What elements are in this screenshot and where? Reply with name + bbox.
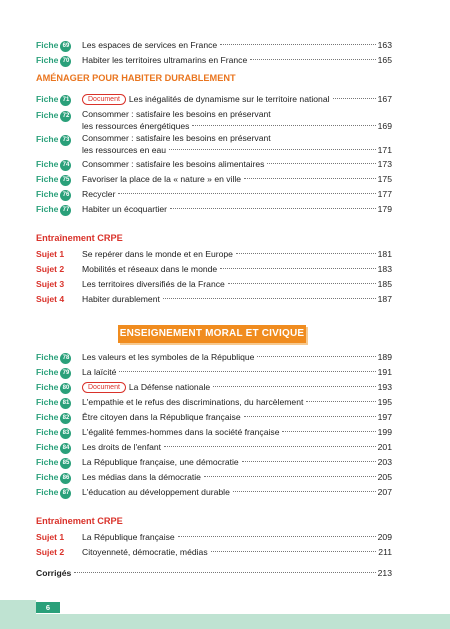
entry-title: Mobilités et réseaux dans le monde	[82, 264, 218, 274]
dot-leader	[211, 551, 377, 552]
entry-title: Consommer : satisfaire les besoins alimentaires	[82, 159, 265, 169]
toc-entry-fiche-73[interactable]	[36, 132, 392, 159]
entry-page: 171	[377, 145, 392, 155]
fiche-number-badge: 85	[60, 458, 71, 469]
entry-code: Fiche 71	[36, 92, 71, 107]
entry-page: 167	[377, 94, 392, 104]
fiche-number-badge: 71	[60, 95, 71, 106]
entry-page: 177	[377, 189, 392, 199]
entry-code: Sujet 1	[36, 532, 65, 542]
page-number: 6	[36, 602, 60, 613]
entry-page: 191	[377, 367, 392, 377]
toc-entry-sujet-1[interactable]	[36, 247, 392, 262]
toc-entry-fiche-84[interactable]	[36, 440, 392, 455]
entry-code: Fiche 78	[36, 350, 71, 365]
entry-code: Fiche 72	[36, 108, 71, 123]
section-heading-amenager: AMÉNAGER POUR HABITER DURABLEMENT	[36, 73, 236, 83]
entry-title: Habiter durablement	[82, 294, 160, 304]
dot-leader	[306, 401, 375, 402]
dot-leader	[220, 268, 375, 269]
toc-entry-fiche-87[interactable]	[36, 485, 392, 500]
fiche-number-badge: 73	[60, 135, 71, 146]
toc-entry-fiche-69[interactable]	[36, 38, 392, 53]
entry-page: 187	[377, 294, 392, 304]
entry-code: Fiche 84	[36, 440, 71, 455]
entry-title: Les médias dans la démocratie	[82, 472, 201, 482]
entry-page: 183	[377, 264, 392, 274]
fiche-number-badge: 80	[60, 383, 71, 394]
toc-entry-fiche-74[interactable]	[36, 157, 392, 172]
dot-leader	[74, 572, 375, 573]
toc-entry-fiche-78[interactable]	[36, 350, 392, 365]
entry-title: Habiter les territoires ultramarins en France	[82, 55, 248, 65]
entry-title: La laïcité	[82, 367, 117, 377]
entry-title: La République française, une démocratie	[82, 457, 239, 467]
entry-title: L'empathie et le refus des discriminations, du harcèlement	[82, 397, 304, 407]
section-banner-emc: ENSEIGNEMENT MORAL ET CIVIQUE	[118, 325, 306, 343]
dot-leader	[169, 149, 376, 150]
toc-entry-fiche-76[interactable]	[36, 187, 392, 202]
dot-leader	[250, 59, 375, 60]
entry-title: Les valeurs et les symboles de la République	[82, 352, 255, 362]
entry-title: Habiter un écoquartier	[82, 204, 168, 214]
entry-page: 201	[377, 442, 392, 452]
dot-leader	[233, 491, 376, 492]
dot-leader	[333, 98, 376, 99]
footer-bar	[0, 614, 450, 629]
entry-code: Fiche 79	[36, 365, 71, 380]
toc-entry-fiche-82[interactable]	[36, 410, 392, 425]
fiche-number-badge: 77	[60, 205, 71, 216]
fiche-number-badge: 86	[60, 473, 71, 484]
fiche-number-badge: 83	[60, 428, 71, 439]
fiche-number-badge: 78	[60, 353, 71, 364]
entry-code: Fiche 87	[36, 485, 71, 500]
entry-code: Fiche 76	[36, 187, 71, 202]
footer-decoration	[0, 600, 36, 614]
dot-leader	[236, 253, 376, 254]
entry-page: 207	[377, 487, 392, 497]
entry-title: Consommer : satisfaire les besoins en préservant	[82, 133, 271, 143]
entry-code: Fiche 75	[36, 172, 71, 187]
toc-entry-fiche-85[interactable]	[36, 455, 392, 470]
entry-title: Corrigés	[36, 568, 72, 578]
entry-page: 199	[377, 427, 392, 437]
toc-entry-corriges[interactable]	[36, 566, 392, 581]
crpe-heading: Entraînement CRPE	[36, 233, 123, 243]
entry-page: 163	[377, 40, 392, 50]
entry-title: Document La Défense nationale	[82, 380, 210, 395]
dot-leader	[163, 298, 376, 299]
toc-entry-fiche-80[interactable]	[36, 380, 392, 395]
entry-code: Sujet 4	[36, 294, 65, 304]
toc-entry-sujet-3[interactable]	[36, 277, 392, 292]
entry-code: Sujet 2	[36, 547, 65, 557]
entry-code: Fiche 83	[36, 425, 71, 440]
entry-page: 173	[377, 159, 392, 169]
entry-title: Favoriser la place de la « nature » en ville	[82, 174, 242, 184]
entry-code: Fiche 85	[36, 455, 71, 470]
fiche-number-badge: 69	[60, 41, 71, 52]
entry-title: Les territoires diversifiés de la France	[82, 279, 225, 289]
entry-page: 203	[377, 457, 392, 467]
toc-entry-fiche-79[interactable]	[36, 365, 392, 380]
toc-entry-fiche-86[interactable]	[36, 470, 392, 485]
dot-leader	[164, 446, 376, 447]
entry-page: 169	[377, 121, 392, 131]
dot-leader	[282, 431, 375, 432]
dot-leader	[220, 44, 375, 45]
document-badge: Document	[82, 94, 126, 105]
entry-code: Fiche 73	[36, 132, 71, 147]
dot-leader	[267, 163, 375, 164]
toc-entry-sujet-2[interactable]	[36, 545, 392, 560]
fiche-number-badge: 76	[60, 190, 71, 201]
entry-code: Fiche 80	[36, 380, 71, 395]
toc-entry-fiche-72[interactable]	[36, 108, 392, 135]
fiche-number-badge: 84	[60, 443, 71, 454]
entry-title: Les droits de l'enfant	[82, 442, 162, 452]
entry-code: Sujet 1	[36, 249, 65, 259]
entry-page: 211	[378, 547, 392, 557]
dot-leader	[213, 386, 376, 387]
fiche-number-badge: 79	[60, 368, 71, 379]
dot-leader	[204, 476, 376, 477]
dot-leader	[244, 178, 376, 179]
entry-page: 197	[377, 412, 392, 422]
dot-leader	[244, 416, 376, 417]
entry-code: Fiche 81	[36, 395, 71, 410]
dot-leader	[257, 356, 375, 357]
entry-code: Sujet 3	[36, 279, 65, 289]
dot-leader	[242, 461, 376, 462]
entry-title: La République française	[82, 532, 175, 542]
entry-title-continued: les ressources en eau	[82, 145, 167, 155]
entry-title: Se repérer dans le monde et en Europe	[82, 249, 233, 259]
entry-title: Recycler	[82, 189, 116, 199]
toc-entry-sujet-1[interactable]	[36, 530, 392, 545]
entry-page: 185	[377, 279, 392, 289]
entry-page: 195	[377, 397, 392, 407]
entry-title: L'égalité femmes-hommes dans la société française	[82, 427, 280, 437]
entry-page: 179	[377, 204, 392, 214]
fiche-number-badge: 81	[60, 398, 71, 409]
entry-page: 165	[377, 55, 392, 65]
dot-leader	[118, 193, 375, 194]
dot-leader	[178, 536, 376, 537]
toc-entry-sujet-2[interactable]	[36, 262, 392, 277]
dot-leader	[228, 283, 376, 284]
entry-title: Document Les inégalités de dynamisme sur le territoire national	[82, 92, 330, 107]
entry-page: 213	[377, 568, 392, 578]
entry-page: 193	[377, 382, 392, 392]
entry-code: Fiche 86	[36, 470, 71, 485]
entry-code: Fiche 74	[36, 157, 71, 172]
dot-leader	[192, 125, 375, 126]
entry-code: Fiche 82	[36, 410, 71, 425]
entry-title: Consommer : satisfaire les besoins en préservant	[82, 109, 271, 119]
toc-entry-fiche-83[interactable]	[36, 425, 392, 440]
entry-title: Les espaces de services en France	[82, 40, 218, 50]
fiche-number-badge: 87	[60, 488, 71, 499]
entry-page: 175	[377, 174, 392, 184]
fiche-number-badge: 70	[60, 56, 71, 67]
toc-entry-sujet-4[interactable]	[36, 292, 392, 307]
toc-entry-fiche-77[interactable]	[36, 202, 392, 217]
entry-page: 181	[377, 249, 392, 259]
crpe-heading: Entraînement CRPE	[36, 516, 123, 526]
entry-title: Citoyenneté, démocratie, médias	[82, 547, 208, 557]
fiche-number-badge: 75	[60, 175, 71, 186]
document-badge: Document	[82, 382, 126, 393]
fiche-number-badge: 72	[60, 111, 71, 122]
toc-entry-fiche-81[interactable]	[36, 395, 392, 410]
entry-title: Être citoyen dans la République française	[82, 412, 241, 422]
entry-code: Fiche 77	[36, 202, 71, 217]
fiche-number-badge: 74	[60, 160, 71, 171]
entry-page: 189	[377, 352, 392, 362]
entry-code: Fiche 69	[36, 38, 71, 53]
fiche-number-badge: 82	[60, 413, 71, 424]
entry-code: Fiche 70	[36, 53, 71, 68]
dot-leader	[119, 371, 375, 372]
toc-entry-fiche-75[interactable]	[36, 172, 392, 187]
entry-page: 205	[377, 472, 392, 482]
entry-title: L'éducation au développement durable	[82, 487, 230, 497]
entry-page: 209	[377, 532, 392, 542]
toc-entry-fiche-71[interactable]	[36, 92, 392, 107]
dot-leader	[170, 208, 376, 209]
entry-code: Sujet 2	[36, 264, 65, 274]
toc-entry-fiche-70[interactable]	[36, 53, 392, 68]
entry-title-continued: les ressources énergétiques	[82, 121, 190, 131]
